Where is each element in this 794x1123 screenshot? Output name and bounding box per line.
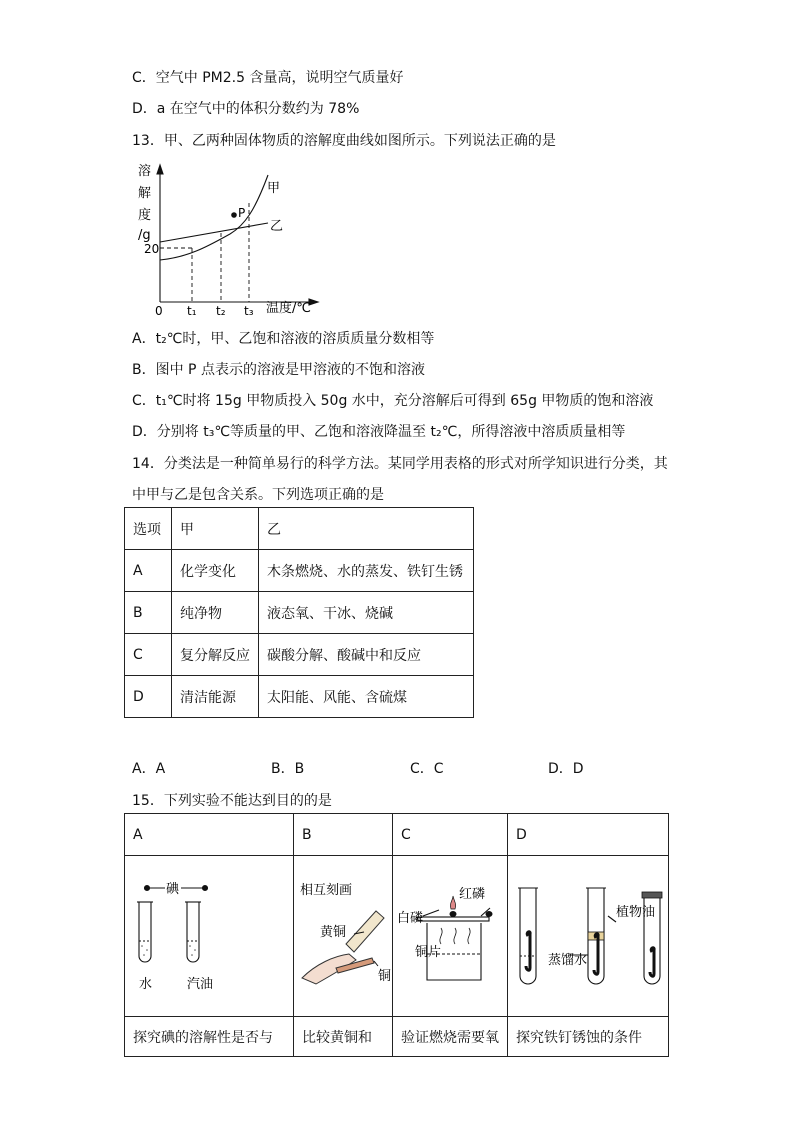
q13-stem: 13．甲、乙两种固体物质的溶解度曲线如图所示。下列说法正确的是 [132, 133, 556, 149]
ylabel-0: 溶 [138, 164, 152, 179]
answer-c[interactable]: C．C [410, 761, 444, 777]
cell: 复分解反应 [172, 634, 259, 676]
answer-b[interactable]: B．B [271, 761, 305, 777]
point-p-label: P [238, 206, 246, 220]
figure-b-cell [294, 856, 393, 1017]
header-yi: 乙 [259, 508, 474, 550]
white-phosphorus [450, 911, 457, 917]
test-tube-water [139, 902, 151, 962]
curve-yi [160, 223, 268, 242]
x-tick-t2: t₂ [216, 304, 226, 318]
figure-a [125, 856, 293, 1012]
cell: 清洁能源 [172, 676, 259, 718]
copper-plate [417, 917, 489, 921]
curve-yi-label: 乙 [270, 219, 284, 234]
header-jia: 甲 [172, 508, 259, 550]
ylabel-1: 解 [138, 186, 152, 201]
ylabel-2: 度 [138, 208, 152, 223]
q13-option-c: C．t₁℃时将 15g 甲物质投入 50g 水中，充分溶解后可得到 65g 甲物质的饱和溶液 [132, 393, 654, 409]
x-tick-t3: t₃ [244, 304, 254, 318]
x-tick-t1: t₁ [187, 304, 197, 318]
answer-a[interactable]: A．A [132, 761, 166, 777]
cell: 太阳能、风能、含硫煤 [259, 676, 474, 718]
nail-1 [526, 932, 530, 970]
table-header-row [125, 814, 669, 856]
curve-jia-label: 甲 [267, 181, 281, 196]
caption-b: 比较黄铜和 [294, 1017, 393, 1057]
header-b: B [294, 814, 393, 856]
y-tick-20: 20 [144, 242, 160, 256]
caption-d: 探究铁钉锈蚀的条件 [508, 1017, 669, 1057]
figure-row [125, 856, 669, 1017]
cell: C [125, 634, 172, 676]
curve-jia [160, 175, 268, 260]
figure-d-cell [508, 856, 669, 1017]
table-row [125, 676, 474, 718]
q13-option-b: B．图中 P 点表示的溶液是甲溶液的不饱和溶液 [132, 362, 425, 378]
label-white-phosphorus: 白磷 [397, 911, 424, 926]
cell: 化学变化 [172, 550, 259, 592]
q13-option-d: D．分别将 t₃℃等质量的甲、乙饱和溶液降温至 t₂℃，所得溶液中溶质质量相等 [132, 424, 626, 440]
label-copper-sheet: 铜片 [415, 945, 442, 960]
cell: D [125, 676, 172, 718]
figure-a-cell [125, 856, 294, 1017]
header-c: C [393, 814, 508, 856]
figure-c [393, 856, 507, 1012]
table-header-row [125, 508, 474, 550]
flame [450, 896, 455, 909]
figure-c-cell [393, 856, 508, 1017]
red-phosphorus [486, 911, 493, 917]
q14-table [124, 507, 474, 718]
label-copper: 铜 [378, 969, 392, 984]
nail-3 [650, 948, 654, 976]
solubility-graph [130, 155, 340, 320]
header-option: 选项 [125, 508, 172, 550]
caption-c: 验证燃烧需要氧 [393, 1017, 508, 1057]
q15-table [124, 813, 669, 1057]
q15-stem: 15．下列实验不能达到目的的是 [132, 793, 332, 809]
caption-row [125, 1017, 669, 1057]
test-tube-gasoline [187, 902, 199, 962]
cell: 纯净物 [172, 592, 259, 634]
table-row [125, 550, 474, 592]
header-d: D [508, 814, 669, 856]
q12-option-c: C．空气中 PM2.5 含量高，说明空气质量好 [132, 70, 404, 86]
label-red-phosphorus: 红磷 [459, 887, 486, 902]
label-brass: 黄铜 [320, 925, 347, 940]
point-p [231, 212, 237, 218]
caption-a: 探究碘的溶解性是否与 [125, 1017, 294, 1057]
cell: B [125, 592, 172, 634]
table-row [125, 592, 474, 634]
label-mutual-scratch: 相互刻画 [300, 883, 353, 898]
q12-option-d: D．a 在空气中的体积分数约为 78% [132, 101, 360, 117]
figure-d [508, 856, 668, 1012]
cell: 碳酸分解、酸碱中和反应 [259, 634, 474, 676]
label-iodine: 碘 [166, 882, 180, 897]
q13-option-a: A．t₂℃时，甲、乙饱和溶液的溶质质量分数相等 [132, 331, 435, 347]
brass-sheet [346, 911, 384, 952]
table-row [125, 634, 474, 676]
stopper [642, 892, 662, 898]
cell: A [125, 550, 172, 592]
cell: 液态氧、干冰、烧碱 [259, 592, 474, 634]
q14-stem-line1: 14．分类法是一种简单易行的科学方法。某同学用表格的形式对所学知识进行分类，其 [132, 456, 668, 472]
q14-stem-line2: 中甲与乙是包含关系。下列选项正确的是 [132, 487, 384, 503]
cell: 木条燃烧、水的蒸发、铁钉生锈 [259, 550, 474, 592]
ylabel-3: /g [138, 228, 151, 243]
x-axis-label: 温度/℃ [266, 301, 311, 316]
label-oil-1: 植物油 [616, 905, 656, 920]
label-gasoline: 汽油 [187, 977, 214, 992]
origin-label: 0 [155, 304, 163, 318]
header-a: A [125, 814, 294, 856]
label-water-1: 蒸馏水 [548, 953, 588, 968]
answer-d[interactable]: D．D [548, 761, 584, 777]
y-axis-arrow [157, 165, 163, 174]
figure-b [294, 856, 392, 1012]
label-water: 水 [139, 977, 153, 992]
